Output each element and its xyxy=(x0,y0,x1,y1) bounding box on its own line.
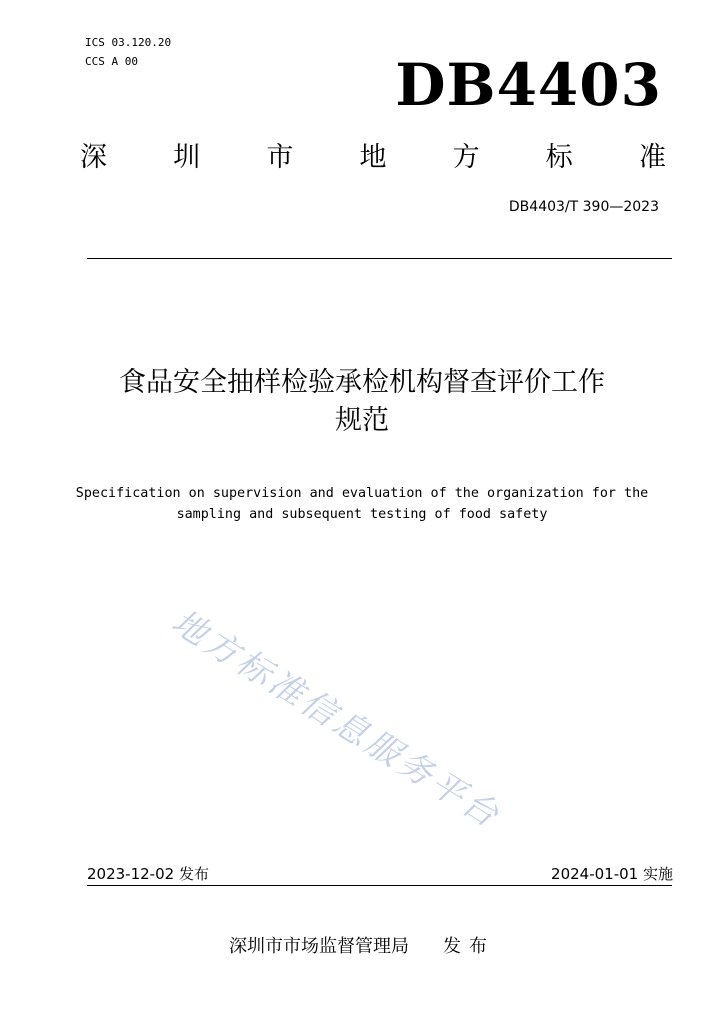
bottom-divider xyxy=(87,885,672,886)
standard-type-char: 准 xyxy=(638,142,666,173)
standard-type-char: 深 xyxy=(80,142,107,173)
standard-type-heading xyxy=(80,138,666,178)
standard-type-char: 圳 xyxy=(173,142,201,173)
document-title-en xyxy=(40,483,684,525)
standard-type-char: 标 xyxy=(545,142,573,173)
standard-type-char: 地 xyxy=(359,142,387,173)
top-divider xyxy=(87,258,672,259)
standard-number: DB4403/T 390—2023 xyxy=(508,199,659,215)
title-cn-line-1: 食品安全抽样检验承检机构督查评价工作 xyxy=(119,367,605,398)
issue-date: 2023-12-02 发布 xyxy=(87,865,209,883)
title-cn-line-2: 规范 xyxy=(335,405,389,436)
ccs-code: CCS A 00 xyxy=(85,55,138,68)
standard-type-char: 市 xyxy=(266,142,294,173)
watermark: 地方标准信息服务平台 xyxy=(164,601,509,838)
issuer-name: 深圳市市场监督管理局 xyxy=(229,936,409,957)
issuer-line xyxy=(0,935,724,959)
title-en-line-1: Specification on supervision and evaluation of the organization for the xyxy=(75,486,649,501)
standard-code-logo: DB4403 xyxy=(395,51,662,119)
standard-type-char: 方 xyxy=(452,142,480,173)
issuer-action: 发布 xyxy=(443,936,495,957)
document-title-cn xyxy=(40,364,684,440)
ics-code: ICS 03.120.20 xyxy=(85,36,172,49)
title-en-line-2: sampling and subsequent testing of food safety xyxy=(176,507,548,522)
implementation-date: 2024-01-01 实施 xyxy=(551,865,673,883)
